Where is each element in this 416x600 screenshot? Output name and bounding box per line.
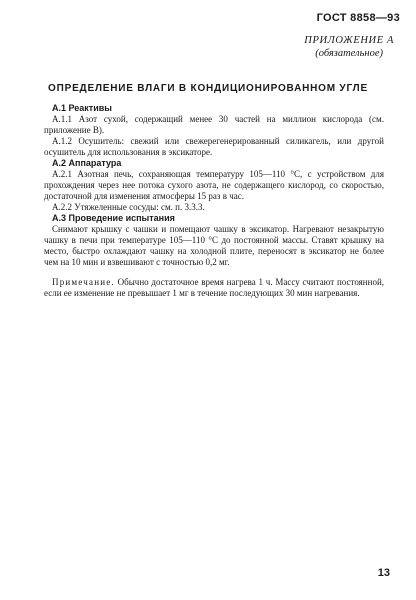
- appendix-status: (обязательное): [315, 48, 384, 59]
- note-label: Примечание.: [52, 277, 115, 287]
- page-number: 13: [377, 567, 390, 579]
- section-heading-reagents: А.1 Реактивы: [52, 103, 112, 113]
- paragraph-a3: Снимают крышку с чашки и помещают чашку в эксикатор. Нагревают незакрытую чашку в печи при температуре 105—110 °С до постоянной массы. Ставят крышку на место, быстро охлаждают чашку на холодной плите, переносят в эксикатор не более чем на 10 мин и взвешивают с точностью 0,2 мг.: [44, 224, 384, 267]
- appendix-title: ПРИЛОЖЕНИЕ А: [304, 35, 394, 46]
- section-heading-procedure: А.3 Проведение испытания: [52, 213, 175, 223]
- note-paragraph: [44, 277, 384, 299]
- appendix-block: [304, 34, 394, 60]
- document-code: ГОСТ 8858—93: [316, 12, 400, 24]
- paragraph-a11: А.1.1 Азот сухой, содержащий менее 30 частей на миллион кислорода (см. приложение В).: [44, 114, 384, 135]
- paragraph-a12: А.1.2 Осушитель: свежий или свежерегенерированный силикагель, или другой осушитель для использования в эксикаторе.: [44, 136, 384, 157]
- note-text: Обычно достаточное время нагрева 1 ч. Массу считают постоянной, если ее изменение не превышает 1 мг в течение последующих 30 мин нагревания.: [44, 277, 385, 298]
- page-title: ОПРЕДЕЛЕНИЕ ВЛАГИ В КОНДИЦИОНИРОВАННОМ УГЛЕ: [48, 83, 368, 94]
- paragraph-a22: А.2.2 Утяжеленные сосуды: см. п. 3.3.3.: [52, 202, 205, 212]
- paragraph-a21: А.2.1 Азотная печь, сохраняющая температуру 105—110 °С, с устройством для прохождения через нее потока сухого азота, не содержащего кислород, со скоростью, достаточной для изменения атмосферы 15 раз в час.: [44, 169, 384, 201]
- section-heading-apparatus: А.2 Аппаратура: [52, 158, 122, 168]
- document-body: [44, 103, 384, 299]
